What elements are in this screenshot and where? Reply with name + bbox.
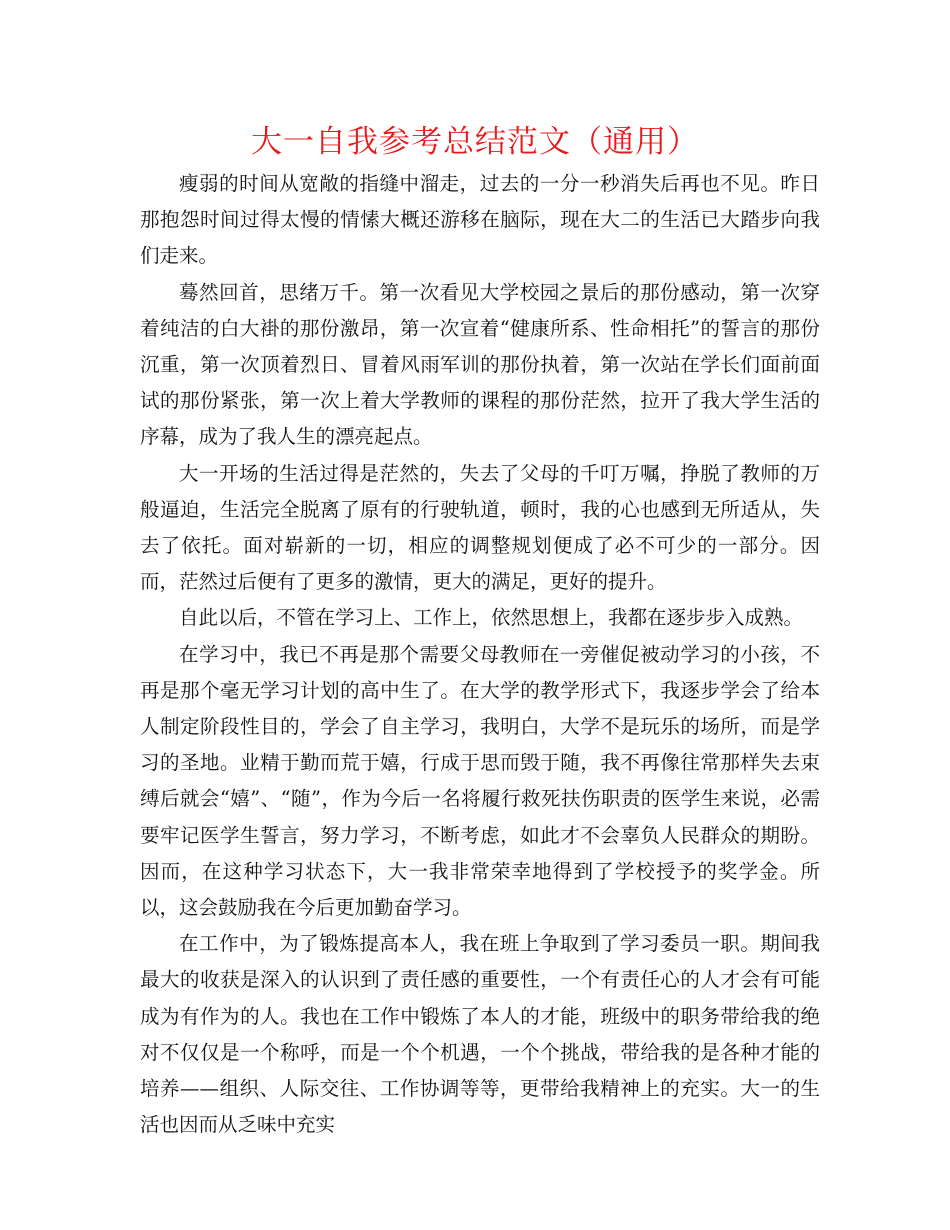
paragraph: 瘦弱的时间从宽敞的指缝中溜走，过去的一分一秒消失后再也不见。昨日那抱怨时间过得太慢的情愫大概还游移在脑际，现在大二的生活已大踏步向我们走来。 [140,172,820,268]
paragraph: 在工作中，为了锻炼提高本人，我在班上争取到了学习委员一职。期间我最大的收获是深入的认识到了责任感的重要性，一个有责任心的人才会有可能成为有作为的人。我也在工作中锻炼了本人的才能，班级中的职务带给我的绝对不仅仅是一个称呼，而是一个个机遇，一个个挑战，带给我的是各种才能的培养——组织、人际交往、工作协调等等，更带给我精神上的充实。大一的生活也因而从乏味中充实 [140,932,820,1137]
paragraph: 在学习中，我已不再是那个需要父母教师在一旁催促被动学习的小孩，不再是那个毫无学习计划的高中生了。在大学的教学形式下，我逐步学会了给本人制定阶段性目的，学会了自主学习，我明白，大学不是玩乐的场所，而是学习的圣地。业精于勤而荒于嬉，行成于思而毁于随，我不再像往常那样失去束缚后就会“嬉”、“随”，作为今后一名将履行救死扶伤职责的医学生来说，必需要牢记医学生誓言，努力学习，不断考虑，如此才不会辜负人民群众的期盼。因而，在这种学习状态下，大一我非常荣幸地得到了学校授予的奖学金。所以，这会鼓励我在今后更加勤奋学习。 [140,642,820,920]
paragraph: 大一开场的生活过得是茫然的，失去了父母的千叮万嘱，挣脱了教师的万般逼迫，生活完全脱离了原有的行驶轨道，顿时，我的心也感到无所适从，失去了依托。面对崭新的一切，相应的调整规划便成了必不可少的一部分。因而，茫然过后便有了更多的激情，更大的满足，更好的提升。 [140,461,820,594]
document-title: 大一自我参考总结范文（通用） [251,124,699,160]
paragraph: 蓦然回首，思绪万千。第一次看见大学校园之景后的那份感动，第一次穿着纯洁的白大褂的那份激昂，第一次宣着“健康所系、性命相托”的誓言的那份沉重，第一次顶着烈日、冒着风雨军训的那份执着，第一次站在学长们面前面试的那份紧张，第一次上着大学教师的课程的那份茫然，拉开了我大学生活的序幕，成为了我人生的漂亮起点。 [140,280,820,449]
paragraph: 自此以后，不管在学习上、工作上，依然思想上，我都在逐步步入成熟。 [179,606,804,630]
document-body [140,166,820,1143]
